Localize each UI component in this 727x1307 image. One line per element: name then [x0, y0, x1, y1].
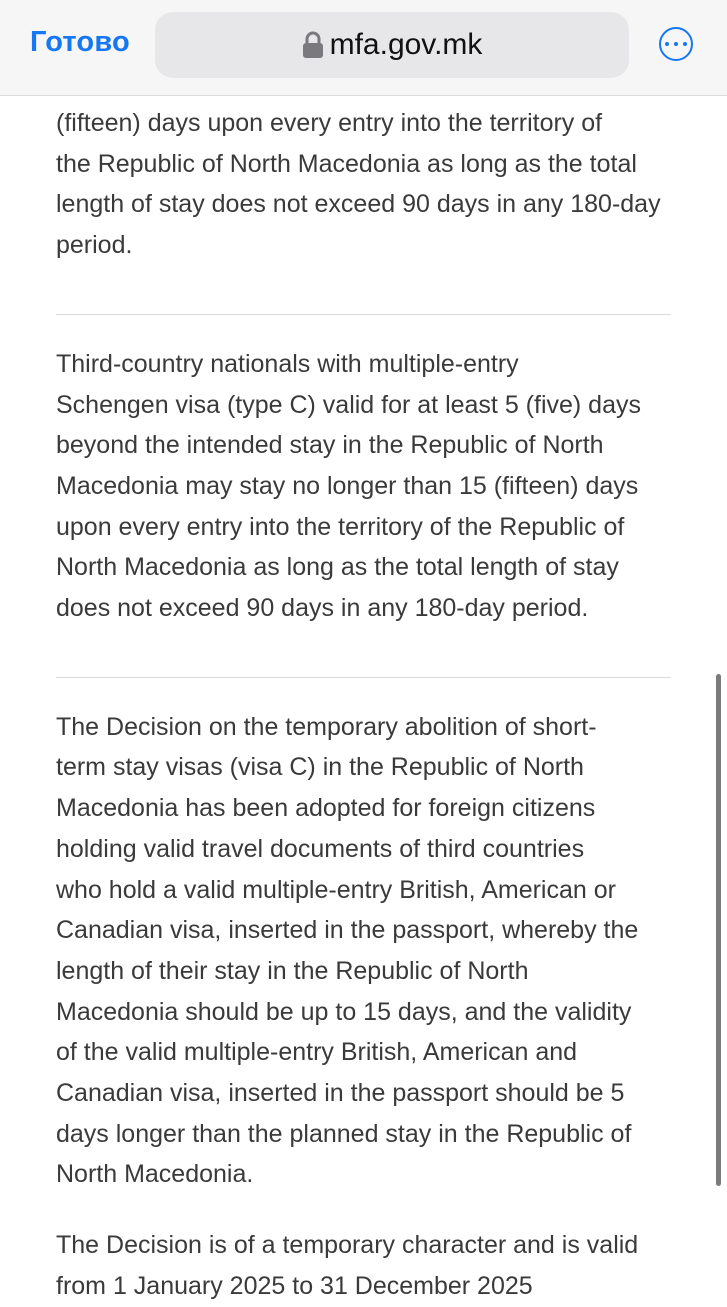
- scrollbar[interactable]: [716, 674, 721, 1186]
- done-button[interactable]: Готово: [30, 26, 130, 58]
- paragraph-decision-validity: The Decision is of a temporary character and is valid from 1 January 2025 to 31 December 2025: [56, 1231, 639, 1300]
- browser-toolbar: [0, 0, 727, 96]
- paragraph-schengen-visa: Third-country nationals with multiple-entry Schengen visa (type C) valid for at least 5 (five) days beyond the intended stay in the Republic of North Macedonia may stay no longer than 15 (fifteen) days upon every entry into the territory of the Republic of North Macedonia as long as the total length of stay does not exceed 90 days in any 180-day period.: [56, 349, 641, 623]
- paragraph-decision-visa-abolition: The Decision on the temporary abolition of short- term stay visas (visa C) in the Republic of North Macedonia has been adopted for foreign citizens holding valid travel documents of third countries who hold a valid multiple-entry British, American or Canadian visa, inserted in the passport, whereby the length of their stay in the Republic of North Macedonia should be up to 15 days, and the validity of the valid multiple-entry British, American and Canadian visa, inserted in the passport should be 5 days longer than the planned stay in the Republic of North Macedonia.: [56, 712, 639, 1189]
- more-icon: [665, 42, 669, 46]
- paragraph-stay-continuation: (fifteen) days upon every entry into the territory of the Republic of North Macedonia as long as the total length of stay does not exceed 90 days in any 180-day period.: [56, 109, 661, 260]
- divider: [56, 314, 671, 315]
- url-text: mfa.gov.mk: [329, 28, 483, 61]
- article-content: [56, 103, 676, 1307]
- address-bar[interactable]: [155, 12, 629, 78]
- lock-icon: [302, 31, 324, 59]
- divider: [56, 677, 671, 678]
- more-options-button[interactable]: [659, 27, 693, 61]
